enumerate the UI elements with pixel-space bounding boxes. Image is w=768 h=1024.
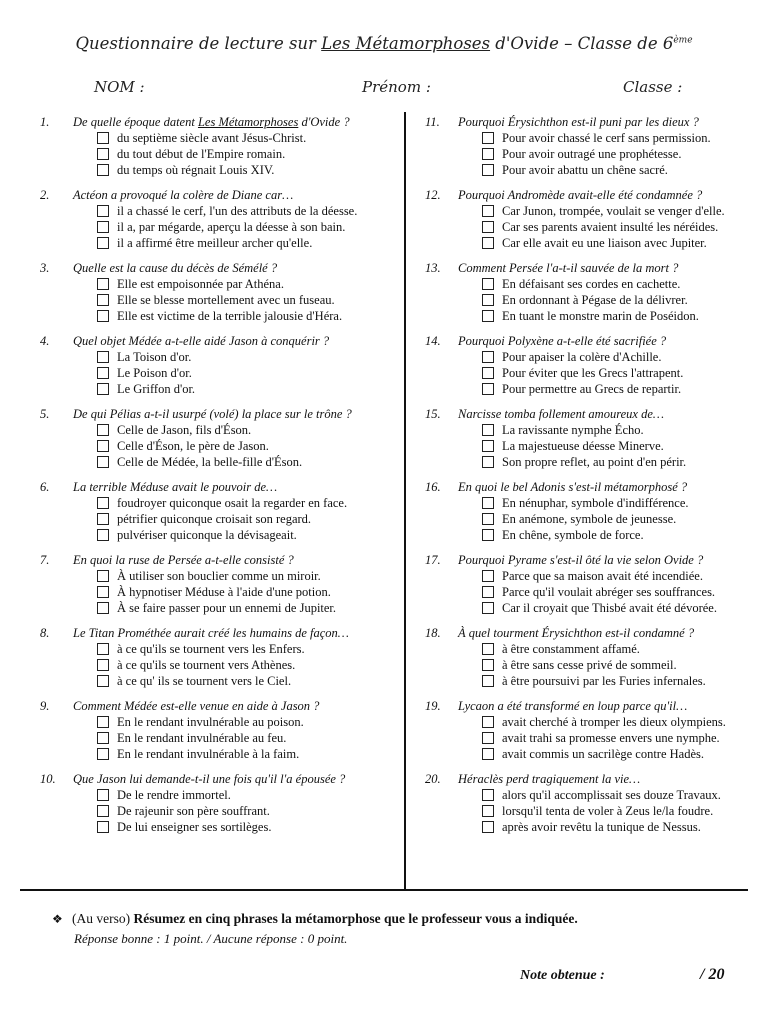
question-number: 7. bbox=[40, 553, 50, 567]
question-prompt: Narcisse tomba follement amoureux de… bbox=[458, 407, 664, 421]
answer-option[interactable] bbox=[425, 146, 755, 162]
checkbox[interactable] bbox=[97, 675, 109, 687]
answer-option[interactable] bbox=[425, 527, 755, 543]
answer-label: du tout début de l'Empire romain. bbox=[117, 147, 286, 161]
checkbox[interactable] bbox=[97, 602, 109, 614]
answer-label: Son propre reflet, au point d'en périr. bbox=[502, 455, 687, 469]
checkbox[interactable] bbox=[97, 586, 109, 598]
answer-label: Car il croyait que Thisbé avait été dévorée. bbox=[502, 601, 717, 615]
answer-label: La ravissante nymphe Écho. bbox=[502, 423, 644, 437]
checkbox[interactable] bbox=[482, 513, 494, 525]
question-prompt: Quelle est la cause du décès de Sémélé ? bbox=[73, 261, 278, 275]
answer-label: foudroyer quiconque osait la regarder en face. bbox=[117, 496, 348, 510]
answer-option[interactable] bbox=[425, 276, 755, 292]
answer-label: En tuant le monstre marin de Poséidon. bbox=[502, 309, 699, 323]
answer-option[interactable] bbox=[40, 511, 395, 527]
answer-option[interactable] bbox=[425, 438, 755, 454]
answer-label: à ce qu'ils se tournent vers les Enfers. bbox=[117, 642, 305, 656]
question-text bbox=[425, 625, 755, 641]
question-text bbox=[40, 698, 395, 714]
question-number: 3. bbox=[40, 261, 50, 275]
checkbox[interactable] bbox=[97, 205, 109, 217]
answer-option[interactable] bbox=[40, 381, 395, 397]
question-text bbox=[425, 552, 755, 568]
answer-label: Car Junon, trompée, voulait se venger d'elle. bbox=[502, 204, 725, 218]
question-prompt: Que Jason lui demande-t-il une fois qu'il l'a épousée ? bbox=[73, 772, 346, 786]
question-prompt: De quelle époque datent Les Métamorphoses d'Ovide ? bbox=[73, 115, 350, 129]
diamond-bullet-icon: ❖ bbox=[52, 912, 63, 926]
answer-option[interactable] bbox=[40, 422, 395, 438]
answer-label: Parce qu'il voulait abréger ses souffrances. bbox=[502, 585, 716, 599]
question-7 bbox=[40, 552, 395, 616]
answer-option[interactable] bbox=[40, 219, 395, 235]
answer-label: De rajeunir son père souffrant. bbox=[117, 804, 270, 818]
checkbox[interactable] bbox=[482, 424, 494, 436]
page-title: Questionnaire de lecture sur Les Métamorphoses d'Ovide – Classe de 6ème bbox=[75, 34, 693, 53]
question-8 bbox=[40, 625, 395, 689]
checkbox[interactable] bbox=[97, 221, 109, 233]
question-16 bbox=[425, 479, 755, 543]
answer-label: En le rendant invulnérable à la faim. bbox=[117, 747, 300, 761]
checkbox[interactable] bbox=[482, 821, 494, 833]
checkbox[interactable] bbox=[482, 310, 494, 322]
answer-option[interactable] bbox=[425, 673, 755, 689]
checkbox[interactable] bbox=[482, 278, 494, 290]
answer-option[interactable] bbox=[40, 527, 395, 543]
checkbox[interactable] bbox=[97, 659, 109, 671]
question-number: 6. bbox=[40, 480, 50, 494]
answer-option[interactable] bbox=[40, 657, 395, 673]
checkbox[interactable] bbox=[97, 148, 109, 160]
question-prompt: En quoi la ruse de Persée a-t-elle consisté ? bbox=[73, 553, 294, 567]
answer-label: En chêne, symbole de force. bbox=[502, 528, 644, 542]
question-number: 2. bbox=[40, 188, 50, 202]
question-number: 20. bbox=[425, 772, 441, 786]
answer-option[interactable] bbox=[425, 803, 755, 819]
checkbox[interactable] bbox=[97, 132, 109, 144]
checkbox[interactable] bbox=[97, 732, 109, 744]
checkbox[interactable] bbox=[482, 748, 494, 760]
question-15 bbox=[425, 406, 755, 470]
question-number: 8. bbox=[40, 626, 50, 640]
checkbox[interactable] bbox=[97, 789, 109, 801]
checkbox[interactable] bbox=[97, 456, 109, 468]
answer-label: Pour éviter que les Grecs l'attrapent. bbox=[502, 366, 684, 380]
answer-option[interactable] bbox=[425, 819, 755, 835]
question-1 bbox=[40, 114, 395, 178]
answer-option[interactable] bbox=[40, 365, 395, 381]
answer-label: Elle se blesse mortellement avec un fuseau. bbox=[117, 293, 335, 307]
question-text bbox=[425, 771, 755, 787]
question-text bbox=[40, 625, 395, 641]
question-text bbox=[425, 260, 755, 276]
answer-label: pulvériser quiconque la dévisageait. bbox=[117, 528, 297, 542]
checkbox[interactable] bbox=[97, 643, 109, 655]
question-prompt: Pourquoi Érysichthon est-il puni par les dieux ? bbox=[458, 115, 699, 129]
question-number: 18. bbox=[425, 626, 441, 640]
answer-option[interactable] bbox=[40, 308, 395, 324]
answer-label: Celle de Médée, la belle-fille d'Éson. bbox=[117, 455, 303, 469]
questions-left-column bbox=[40, 114, 395, 844]
answer-label: Car ses parents avaient insulté les néréides. bbox=[502, 220, 719, 234]
answer-label: Elle est empoisonnée par Athéna. bbox=[117, 277, 284, 291]
work-title: Les Métamorphoses bbox=[321, 34, 491, 53]
checkbox[interactable] bbox=[482, 440, 494, 452]
answer-option[interactable] bbox=[425, 292, 755, 308]
answer-option[interactable] bbox=[425, 130, 755, 146]
question-text bbox=[425, 114, 755, 130]
answer-option[interactable] bbox=[425, 219, 755, 235]
checkbox[interactable] bbox=[482, 164, 494, 176]
question-text bbox=[40, 552, 395, 568]
answer-label: Celle d'Éson, le père de Jason. bbox=[117, 439, 269, 453]
answer-label: En le rendant invulnérable au feu. bbox=[117, 731, 287, 745]
checkbox[interactable] bbox=[97, 805, 109, 817]
answer-option[interactable] bbox=[40, 787, 395, 803]
checkbox[interactable] bbox=[97, 748, 109, 760]
question-number: 1. bbox=[40, 115, 50, 129]
answer-option[interactable] bbox=[40, 584, 395, 600]
answer-option[interactable] bbox=[425, 381, 755, 397]
question-prompt: Lycaon a été transformé en loup parce qu'il… bbox=[458, 699, 688, 713]
answer-option[interactable] bbox=[40, 130, 395, 146]
answer-option[interactable] bbox=[40, 276, 395, 292]
question-text bbox=[425, 479, 755, 495]
question-prompt: Comment Persée l'a-t-il sauvée de la mort ? bbox=[458, 261, 679, 275]
answer-option[interactable] bbox=[40, 714, 395, 730]
answer-label: Pour avoir outragé une prophétesse. bbox=[502, 147, 682, 161]
answer-option[interactable] bbox=[425, 308, 755, 324]
checkbox[interactable] bbox=[482, 497, 494, 509]
question-prompt: La terrible Méduse avait le pouvoir de… bbox=[73, 480, 278, 494]
answer-label: après avoir revêtu la tunique de Nessus. bbox=[502, 820, 701, 834]
question-4 bbox=[40, 333, 395, 397]
checkbox[interactable] bbox=[97, 497, 109, 509]
checkbox[interactable] bbox=[97, 513, 109, 525]
answer-option[interactable] bbox=[425, 162, 755, 178]
answer-label: avait commis un sacrilège contre Hadès. bbox=[502, 747, 705, 761]
checkbox[interactable] bbox=[97, 164, 109, 176]
question-18 bbox=[425, 625, 755, 689]
checkbox[interactable] bbox=[97, 529, 109, 541]
question-prompt: Comment Médée est-elle venue en aide à Jason ? bbox=[73, 699, 320, 713]
checkbox[interactable] bbox=[482, 221, 494, 233]
checkbox[interactable] bbox=[97, 351, 109, 363]
checkbox[interactable] bbox=[97, 440, 109, 452]
question-5 bbox=[40, 406, 395, 470]
question-19 bbox=[425, 698, 755, 762]
answer-option[interactable] bbox=[425, 600, 755, 616]
answer-option[interactable] bbox=[425, 349, 755, 365]
prenom-label: Prénom : bbox=[362, 78, 431, 96]
answer-label: En ordonnant à Pégase de la délivrer. bbox=[502, 293, 688, 307]
answer-option[interactable] bbox=[425, 235, 755, 251]
answer-label: En défaisant ses cordes en cachette. bbox=[502, 277, 681, 291]
question-prompt: Pourquoi Andromède avait-elle été condamnée ? bbox=[458, 188, 703, 202]
answer-option[interactable] bbox=[425, 641, 755, 657]
answer-label: À utiliser son bouclier comme un miroir. bbox=[117, 569, 321, 583]
checkbox[interactable] bbox=[97, 424, 109, 436]
checkbox[interactable] bbox=[482, 351, 494, 363]
question-prompt: À quel tourment Érysichthon est-il condamné ? bbox=[458, 626, 695, 640]
answer-label: La Toison d'or. bbox=[117, 350, 192, 364]
answer-label: du temps où régnait Louis XIV. bbox=[117, 163, 275, 177]
question-number: 14. bbox=[425, 334, 441, 348]
question-text bbox=[425, 698, 755, 714]
question-12 bbox=[425, 187, 755, 251]
checkbox[interactable] bbox=[482, 675, 494, 687]
question-14 bbox=[425, 333, 755, 397]
checkbox[interactable] bbox=[97, 294, 109, 306]
question-number: 4. bbox=[40, 334, 50, 348]
checkbox[interactable] bbox=[482, 716, 494, 728]
answer-label: il a affirmé être meilleur archer qu'elle. bbox=[117, 236, 313, 250]
checkbox[interactable] bbox=[97, 278, 109, 290]
checkbox[interactable] bbox=[482, 294, 494, 306]
answer-option[interactable] bbox=[425, 568, 755, 584]
question-prompt: Le Titan Prométhée aurait créé les humains de façon… bbox=[73, 626, 349, 640]
checkbox[interactable] bbox=[482, 529, 494, 541]
question-number: 17. bbox=[425, 553, 441, 567]
answer-option[interactable] bbox=[425, 511, 755, 527]
answer-option[interactable] bbox=[40, 819, 395, 835]
checkbox[interactable] bbox=[482, 367, 494, 379]
answer-option[interactable] bbox=[425, 730, 755, 746]
checkbox[interactable] bbox=[482, 148, 494, 160]
answer-option[interactable] bbox=[40, 438, 395, 454]
question-text bbox=[40, 114, 395, 130]
answer-label: à être poursuivi par les Furies infernales. bbox=[502, 674, 706, 688]
answer-label: Le Poison d'or. bbox=[117, 366, 192, 380]
answer-label: Le Griffon d'or. bbox=[117, 382, 196, 396]
checkbox[interactable] bbox=[482, 732, 494, 744]
answer-option[interactable] bbox=[40, 203, 395, 219]
answer-label: Elle est victime de la terrible jalousie d'Héra. bbox=[117, 309, 343, 323]
answer-label: à être sans cesse privé de sommeil. bbox=[502, 658, 677, 672]
answer-option[interactable] bbox=[425, 746, 755, 762]
question-text bbox=[40, 187, 395, 203]
answer-label: À hypnotiser Méduse à l'aide d'une potion. bbox=[117, 585, 331, 599]
answer-label: De lui enseigner ses sortilèges. bbox=[117, 820, 272, 834]
answer-option[interactable] bbox=[425, 454, 755, 470]
checkbox[interactable] bbox=[97, 310, 109, 322]
answer-option[interactable] bbox=[40, 803, 395, 819]
question-20 bbox=[425, 771, 755, 835]
checkbox[interactable] bbox=[97, 821, 109, 833]
question-number: 10. bbox=[40, 772, 56, 786]
checkbox[interactable] bbox=[482, 789, 494, 801]
answer-option[interactable] bbox=[40, 673, 395, 689]
answer-option[interactable] bbox=[40, 349, 395, 365]
questions-right-column bbox=[425, 114, 755, 844]
question-prompt: Quel objet Médée a-t-elle aidé Jason à conquérir ? bbox=[73, 334, 330, 348]
checkbox[interactable] bbox=[97, 237, 109, 249]
question-prompt: Pourquoi Polyxène a-t-elle été sacrifiée ? bbox=[458, 334, 667, 348]
question-text bbox=[40, 260, 395, 276]
question-prompt: En quoi le bel Adonis s'est-il métamorphosé ? bbox=[458, 480, 688, 494]
answer-option[interactable] bbox=[40, 292, 395, 308]
grade-total: / 20 bbox=[700, 966, 725, 983]
answer-label: En le rendant invulnérable au poison. bbox=[117, 715, 304, 729]
answer-label: à ce qu' ils se tournent vers le Ciel. bbox=[117, 674, 292, 688]
answer-label: La majestueuse déesse Minerve. bbox=[502, 439, 664, 453]
checkbox[interactable] bbox=[482, 643, 494, 655]
answer-option[interactable] bbox=[425, 422, 755, 438]
checkbox[interactable] bbox=[482, 805, 494, 817]
question-prompt: Actéon a provoqué la colère de Diane car… bbox=[73, 188, 294, 202]
question-number: 13. bbox=[425, 261, 441, 275]
checkbox[interactable] bbox=[97, 383, 109, 395]
question-number: 16. bbox=[425, 480, 441, 494]
checkbox[interactable] bbox=[482, 205, 494, 217]
answer-label: à être constamment affamé. bbox=[502, 642, 640, 656]
answer-label: Pour avoir abattu un chêne sacré. bbox=[502, 163, 668, 177]
summary-instruction: ❖ (Au verso) Résumez en cinq phrases la métamorphose que le professeur vous a indiquée. bbox=[52, 909, 578, 929]
question-number: 15. bbox=[425, 407, 441, 421]
answer-label: à ce qu'ils se tournent vers Athènes. bbox=[117, 658, 296, 672]
question-17 bbox=[425, 552, 755, 616]
answer-option[interactable] bbox=[425, 657, 755, 673]
answer-label: En anémone, symbole de jeunesse. bbox=[502, 512, 677, 526]
question-number: 9. bbox=[40, 699, 50, 713]
grade-label: Note obtenue : bbox=[520, 968, 605, 983]
checkbox[interactable] bbox=[482, 570, 494, 582]
answer-label: En nénuphar, symbole d'indifférence. bbox=[502, 496, 689, 510]
question-number: 19. bbox=[425, 699, 441, 713]
answer-label: À se faire passer pour un ennemi de Jupiter. bbox=[117, 601, 337, 615]
question-number: 12. bbox=[425, 188, 441, 202]
classe-label: Classe : bbox=[623, 78, 683, 96]
answer-option[interactable] bbox=[425, 584, 755, 600]
answer-option[interactable] bbox=[425, 203, 755, 219]
question-number: 11. bbox=[425, 115, 440, 129]
scoring-note: Réponse bonne : 1 point. / Aucune réponse : 0 point. bbox=[74, 931, 348, 946]
question-6 bbox=[40, 479, 395, 543]
question-text bbox=[425, 406, 755, 422]
answer-option[interactable] bbox=[40, 641, 395, 657]
answer-label: il a chassé le cerf, l'un des attributs de la déesse. bbox=[117, 204, 358, 218]
question-11 bbox=[425, 114, 755, 178]
question-3 bbox=[40, 260, 395, 324]
checkbox[interactable] bbox=[482, 237, 494, 249]
question-2 bbox=[40, 187, 395, 251]
nom-label: NOM : bbox=[94, 78, 145, 96]
question-text bbox=[40, 333, 395, 349]
answer-label: avait cherché à tromper les dieux olympiens. bbox=[502, 715, 726, 729]
checkbox[interactable] bbox=[482, 383, 494, 395]
checkbox[interactable] bbox=[482, 456, 494, 468]
answer-option[interactable] bbox=[425, 365, 755, 381]
answer-option[interactable] bbox=[40, 495, 395, 511]
answer-option[interactable] bbox=[425, 714, 755, 730]
question-text bbox=[40, 771, 395, 787]
answer-label: avait trahi sa promesse envers une nymphe. bbox=[502, 731, 720, 745]
answer-label: il a, par mégarde, aperçu la déesse à son bain. bbox=[117, 220, 346, 234]
footer-divider bbox=[20, 889, 748, 891]
question-13 bbox=[425, 260, 755, 324]
question-text bbox=[425, 187, 755, 203]
answer-option[interactable] bbox=[40, 568, 395, 584]
checkbox[interactable] bbox=[97, 716, 109, 728]
answer-label: Celle de Jason, fils d'Éson. bbox=[117, 423, 252, 437]
checkbox[interactable] bbox=[482, 132, 494, 144]
answer-label: Car elle avait eu une liaison avec Jupiter. bbox=[502, 236, 707, 250]
answer-option[interactable] bbox=[40, 235, 395, 251]
answer-option[interactable] bbox=[40, 600, 395, 616]
question-prompt: Pourquoi Pyrame s'est-il ôté la vie selon Ovide ? bbox=[458, 553, 704, 567]
question-text bbox=[425, 333, 755, 349]
answer-label: Pour avoir chassé le cerf sans permission. bbox=[502, 131, 711, 145]
answer-option[interactable] bbox=[40, 746, 395, 762]
checkbox[interactable] bbox=[482, 659, 494, 671]
answer-option[interactable] bbox=[40, 146, 395, 162]
answer-label: Parce que sa maison avait été incendiée. bbox=[502, 569, 703, 583]
answer-label: Pour apaiser la colère d'Achille. bbox=[502, 350, 662, 364]
answer-option[interactable] bbox=[40, 454, 395, 470]
answer-option[interactable] bbox=[425, 495, 755, 511]
question-prompt: Héraclès perd tragiquement la vie… bbox=[458, 772, 641, 786]
answer-option[interactable] bbox=[40, 162, 395, 178]
question-prompt: De qui Pélias a-t-il usurpé (volé) la place sur le trône ? bbox=[73, 407, 352, 421]
checkbox[interactable] bbox=[482, 602, 494, 614]
answer-label: Pour permettre au Grecs de repartir. bbox=[502, 382, 682, 396]
answer-label: De le rendre immortel. bbox=[117, 788, 231, 802]
answer-label: pétrifier quiconque croisait son regard. bbox=[117, 512, 312, 526]
question-text bbox=[40, 406, 395, 422]
question-number: 5. bbox=[40, 407, 50, 421]
question-10 bbox=[40, 771, 395, 835]
answer-label: alors qu'il accomplissait ses douze Travaux. bbox=[502, 788, 721, 802]
answer-option[interactable] bbox=[40, 730, 395, 746]
answer-label: lorsqu'il tenta de voler à Zeus le/la foudre. bbox=[502, 804, 714, 818]
question-text bbox=[40, 479, 395, 495]
question-9 bbox=[40, 698, 395, 762]
column-divider bbox=[404, 112, 406, 890]
checkbox[interactable] bbox=[97, 367, 109, 379]
answer-option[interactable] bbox=[425, 787, 755, 803]
checkbox[interactable] bbox=[482, 586, 494, 598]
checkbox[interactable] bbox=[97, 570, 109, 582]
answer-label: du septième siècle avant Jésus-Christ. bbox=[117, 131, 307, 145]
